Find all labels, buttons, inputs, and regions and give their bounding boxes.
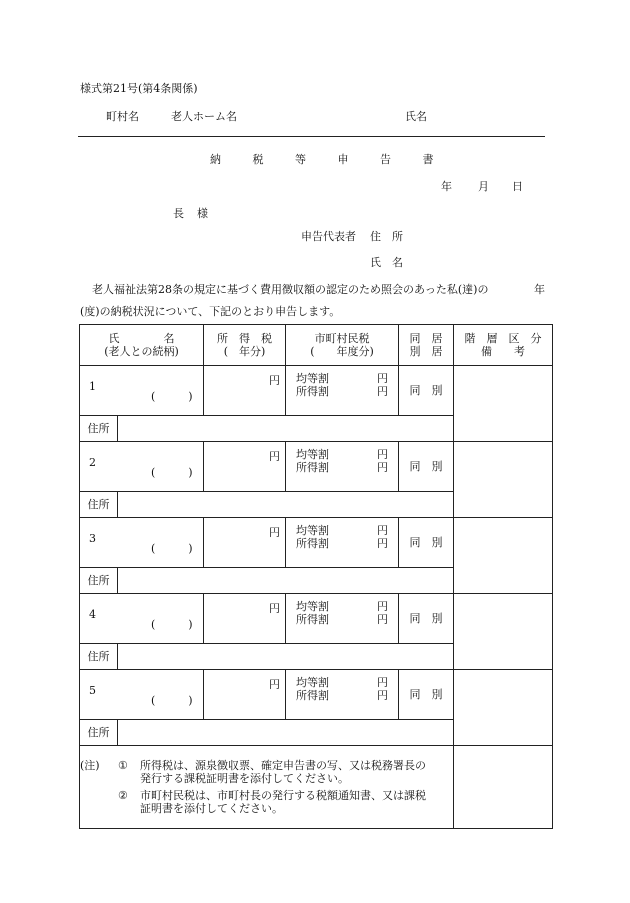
kintou-label: 均等割 xyxy=(296,676,329,689)
income-tax-cell[interactable]: 円 xyxy=(204,518,286,568)
notes-blank-cell xyxy=(454,746,553,829)
notes-cell xyxy=(80,746,454,829)
addressee-sama: 様 xyxy=(197,207,208,220)
document-title xyxy=(210,151,434,167)
row-number: 2 xyxy=(89,456,96,469)
table-header-row xyxy=(80,325,553,366)
income-tax-cell[interactable]: 円 xyxy=(204,442,286,492)
kintou-label: 均等割 xyxy=(296,524,329,537)
row-number: 1 xyxy=(89,380,96,393)
shotoku-label: 所得割 xyxy=(296,461,329,474)
name-label: 氏名 xyxy=(405,110,427,123)
kintou-label: 均等割 xyxy=(296,448,329,461)
table-row xyxy=(80,594,553,644)
home-name-label: 老人ホーム名 xyxy=(171,110,237,123)
name-cell[interactable] xyxy=(80,594,204,644)
kintou-yen: 円 xyxy=(377,448,388,461)
table-row xyxy=(80,670,553,720)
municipal-tax-cell[interactable] xyxy=(286,518,399,568)
class-remarks-cell[interactable] xyxy=(454,594,553,670)
header-class-line2: 備 考 xyxy=(481,345,525,358)
notes-prefix: (注) xyxy=(80,759,100,772)
name-cell[interactable] xyxy=(80,670,204,720)
name-cell[interactable] xyxy=(80,518,204,568)
relationship-paren: ( ) xyxy=(151,466,193,479)
class-remarks-cell[interactable] xyxy=(454,366,553,442)
header-income-line2: ( 年分) xyxy=(223,345,266,358)
cohabitation-cell[interactable]: 同 別 xyxy=(399,366,454,416)
kintou-yen: 円 xyxy=(377,372,388,385)
header-class-remarks xyxy=(454,325,553,366)
title-char: 告 xyxy=(380,153,391,166)
date-year: 年 xyxy=(441,180,452,193)
row-number: 3 xyxy=(89,532,96,545)
class-remarks-cell[interactable] xyxy=(454,442,553,518)
municipal-tax-cell[interactable] xyxy=(286,670,399,720)
address-label: 住所 xyxy=(80,644,118,670)
cohabitation-cell[interactable]: 同 別 xyxy=(399,518,454,568)
note-1-line-2: 発行する課税証明書を添付してください。 xyxy=(140,772,349,785)
relationship-paren: ( ) xyxy=(151,390,193,403)
name-cell[interactable] xyxy=(80,442,204,492)
header-dojo-line1: 同 居 xyxy=(409,332,443,345)
table-row xyxy=(80,442,553,492)
cohabitation-cell[interactable]: 同 別 xyxy=(399,670,454,720)
header-dojo-line2: 別 居 xyxy=(409,345,443,358)
municipality-label: 町村名 xyxy=(106,110,139,123)
tax-declaration-table xyxy=(79,324,553,829)
address-label: 住所 xyxy=(80,492,118,518)
shotoku-label: 所得割 xyxy=(296,385,329,398)
shotoku-yen: 円 xyxy=(377,461,388,474)
shotoku-label: 所得割 xyxy=(296,689,329,702)
addressee-cho: 長 xyxy=(173,207,184,220)
income-tax-cell[interactable]: 円 xyxy=(204,594,286,644)
address-label: 住所 xyxy=(80,416,118,442)
relationship-paren: ( ) xyxy=(151,618,193,631)
intro-line-1: 老人福祉法第28条の規定に基づく費用徴収額の認定のため照会のあった私(達)の xyxy=(92,283,489,296)
municipal-tax-cell[interactable] xyxy=(286,442,399,492)
declarant-label: 申告代表者 xyxy=(301,230,356,243)
kintou-yen: 円 xyxy=(377,600,388,613)
class-remarks-cell[interactable] xyxy=(454,518,553,594)
table-row xyxy=(80,518,553,568)
notes-row xyxy=(80,746,553,829)
municipal-tax-cell[interactable] xyxy=(286,366,399,416)
address-cell[interactable] xyxy=(118,644,454,670)
cohabitation-cell[interactable]: 同 別 xyxy=(399,442,454,492)
header-class-line1: 階 層 区 分 xyxy=(464,332,542,345)
note-1-line-1: 所得税は、源泉徴収票、確定申告書の写、又は税務署長の xyxy=(140,759,426,772)
address-label: 住所 xyxy=(80,720,118,746)
header-name xyxy=(80,325,204,366)
row-number: 5 xyxy=(89,684,96,697)
row-number: 4 xyxy=(89,608,96,621)
address-cell[interactable] xyxy=(118,720,454,746)
address-cell[interactable] xyxy=(118,416,454,442)
note-2-line-1: 市町村民税は、市町村長の発行する税額通知書、又は課税 xyxy=(140,789,426,802)
address-label: 住所 xyxy=(80,568,118,594)
title-char: 納 xyxy=(210,153,221,166)
header-city-line2: ( 年度分) xyxy=(310,345,374,358)
name-cell[interactable] xyxy=(80,366,204,416)
address-cell[interactable] xyxy=(118,568,454,594)
intro-line-2: (度)の納税状況について、下記のとおり申告します。 xyxy=(80,305,341,318)
cohabitation-cell[interactable]: 同 別 xyxy=(399,594,454,644)
header-name-line1: 氏 名 xyxy=(108,332,175,345)
kintou-yen: 円 xyxy=(377,524,388,537)
header-city-line1: 市町村民税 xyxy=(314,332,370,345)
title-char: 等 xyxy=(295,153,306,166)
intro-year-label: 年 xyxy=(534,283,545,296)
title-char: 税 xyxy=(252,153,264,166)
header-name-line2: (老人との続柄) xyxy=(104,345,179,358)
income-tax-cell[interactable]: 円 xyxy=(204,366,286,416)
shotoku-yen: 円 xyxy=(377,613,388,626)
shotoku-yen: 円 xyxy=(377,537,388,550)
header-municipal-tax xyxy=(286,325,399,366)
note-2-line-2: 証明書を添付してください。 xyxy=(140,802,283,815)
date-month: 月 xyxy=(478,180,489,193)
header-income-line1: 所 得 税 xyxy=(217,332,272,345)
declarant-name-label: 氏 名 xyxy=(370,256,403,269)
note-mark: ② xyxy=(118,789,128,802)
note-mark: ① xyxy=(118,759,128,772)
header-rule xyxy=(78,136,545,137)
income-tax-cell[interactable]: 円 xyxy=(204,670,286,720)
address-cell[interactable] xyxy=(118,492,454,518)
table-row xyxy=(80,366,553,416)
shotoku-yen: 円 xyxy=(377,689,388,702)
declarant-address-label: 住 所 xyxy=(370,230,403,243)
header-income-tax xyxy=(204,325,286,366)
kintou-label: 均等割 xyxy=(296,600,329,613)
kintou-yen: 円 xyxy=(377,676,388,689)
shotoku-label: 所得割 xyxy=(296,613,329,626)
title-char: 書 xyxy=(422,153,434,166)
header-cohabitation xyxy=(399,325,454,366)
title-char: 申 xyxy=(337,153,349,166)
municipal-tax-cell[interactable] xyxy=(286,594,399,644)
relationship-paren: ( ) xyxy=(151,542,193,555)
shotoku-label: 所得割 xyxy=(296,537,329,550)
shotoku-yen: 円 xyxy=(377,385,388,398)
date-day: 日 xyxy=(512,180,523,193)
form-number-label: 様式第21号(第4条関係) xyxy=(80,82,198,95)
relationship-paren: ( ) xyxy=(151,694,193,707)
class-remarks-cell[interactable] xyxy=(454,670,553,746)
kintou-label: 均等割 xyxy=(296,372,329,385)
